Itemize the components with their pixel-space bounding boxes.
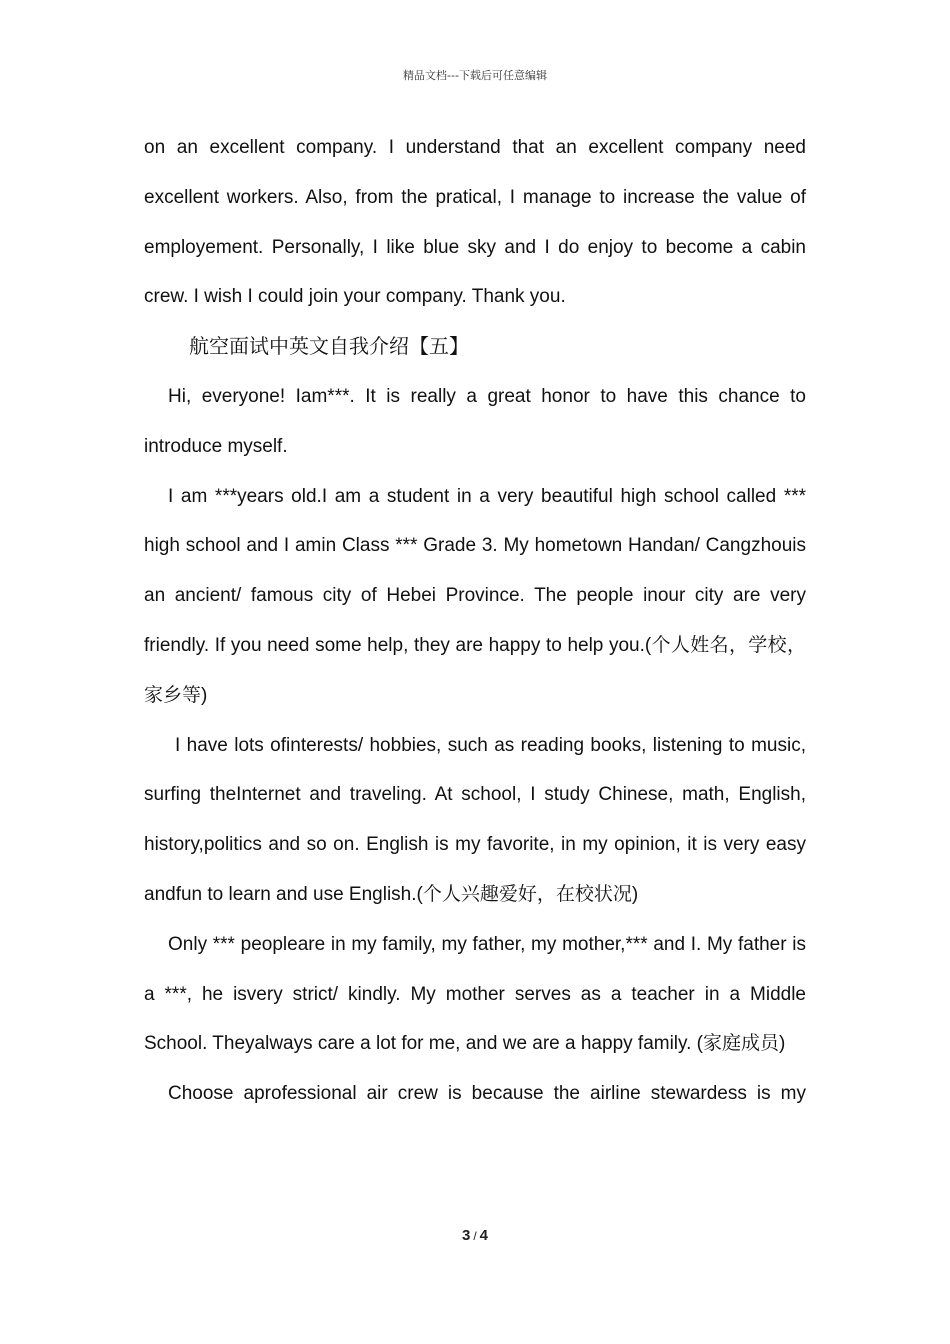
- paragraph-greeting: Hi, everyone! Iam***. It is really a great honor to have this chance to introduce myself.: [144, 385, 806, 457]
- page-number: [0, 1227, 950, 1244]
- paragraph-interests: I have lots ofinterests/ hobbies, such as reading books, listening to music, surfing theInternet and traveling. At school, I study Chinese, math, English, history,politics and so on. English is my favorite, in my opinion, it is very easy andfun to learn and use English.(个人兴趣爱好，在校状况): [144, 734, 806, 905]
- current-page: 3: [461, 1227, 471, 1244]
- paragraph-family: Only *** peopleare in my family, my father, my mother,*** and I. My father is a ***, he isvery strict/ kindly. My mother serves as a teacher in a Middle School. Theyalways care a lot for me, and we are a happy family. (家庭成员): [144, 933, 806, 1055]
- page-header: 精品文档---下载后可任意编辑: [403, 69, 547, 82]
- document-body: [144, 123, 806, 1119]
- paragraph-personal-info: I am ***years old.I am a student in a very beautiful high school called *** high school and I amin Class *** Grade 3. My hometown Handan/ Cangzhouis an ancient/ famous city of Hebei Province. The people inour city are very friendly. If you need some help, they are happy to help you.(个人姓名，学校，家乡等): [144, 485, 806, 706]
- paragraph-continuation: on an excellent company. I understand that an excellent company need excellent workers. Also, from the pratical, I manage to increase the value of employement. Personally, I like blue sky and I do enjoy to become a cabin crew. I wish I could join your company. Thank you.: [144, 137, 806, 308]
- section-heading: 航空面试中英文自我介绍【五】: [189, 334, 469, 359]
- page-separator: /: [473, 1229, 477, 1243]
- total-pages: 4: [479, 1227, 489, 1244]
- paragraph-career: Choose aprofessional air crew is because the airline stewardess is my: [168, 1083, 806, 1105]
